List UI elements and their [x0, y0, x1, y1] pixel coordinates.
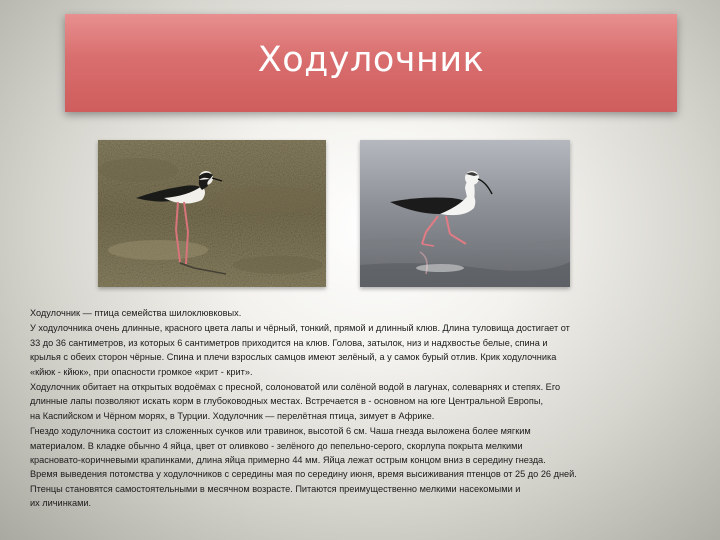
text-line: Время выведения потомства у ходулочников с середины мая по середину июня, время высиживания птенцов от 25 до 26 дней. [30, 469, 577, 480]
text-line: Птенцы становятся самостоятельными в месячном возрасте. Питаются преимущественно мелкими насекомыми и [30, 483, 521, 494]
stilt-photo-sand [98, 140, 326, 287]
text-line: У ходулочника очень длинные, красного цвета лапы и чёрный, тонкий, прямой и длинный клюв. Длина туловища достигает от [30, 323, 570, 334]
stilt-bird-on-sand-photo [98, 140, 326, 287]
text-line: на Каспийском и Чёрном морях, в Турции. Ходулочник — перелётная птица, зимует в Африке. [30, 410, 435, 421]
text-line: 33 до 36 сантиметров, из которых 6 сантиметров приходится на клюв. Голова, затылок, низ и надхвостье белые, спина и [30, 337, 548, 348]
title-banner [65, 14, 677, 112]
paragraph-appearance [30, 321, 690, 379]
text-line: крылья с обеих сторон чёрные. Спина и плечи взрослых самцов имеют зелёный, а у самок бурый отлив. Крик ходулочника [30, 352, 557, 363]
paragraph-intro [30, 306, 690, 320]
stilt-photo-water [360, 140, 570, 287]
text-line: Гнездо ходулочника состоит из сложенных сучков или травинок, высотой 6 см. Чаша гнезда выложена более мягким [30, 426, 531, 437]
text-line: материалом. В кладке обычно 4 яйца, цвет от оливково - зелёного до пепельно-серого, скорлупа покрыта мелкими [30, 440, 523, 451]
text-line: «кйюк - кйюк», при опасности громкое «крит - крит». [30, 366, 253, 377]
text-line: Ходулочник — птица семейства шилоклювковых. [30, 308, 242, 318]
text-line: Ходулочник обитает на открытых водоёмах с пресной, солоноватой или солёной водой в лагунах, солеварнях и степях. Его [30, 382, 561, 393]
text-line: красновато-коричневыми крапинками, длина яйца примерно 44 мм. Яйца лежат острым концом вниз в середину гнезда. [30, 455, 546, 466]
text-line: их личинками. [30, 498, 92, 509]
slide-title: Ходулочник [257, 40, 485, 80]
stilt-bird-in-water-photo [360, 140, 570, 287]
description-text [30, 306, 690, 512]
paragraph-habitat [30, 380, 690, 423]
text-line: длинные лапы позволяют искать корм в глубоководных местах. Встречается в - основном на юге Центральной Европы, [30, 396, 544, 407]
paragraph-nesting [30, 424, 690, 510]
